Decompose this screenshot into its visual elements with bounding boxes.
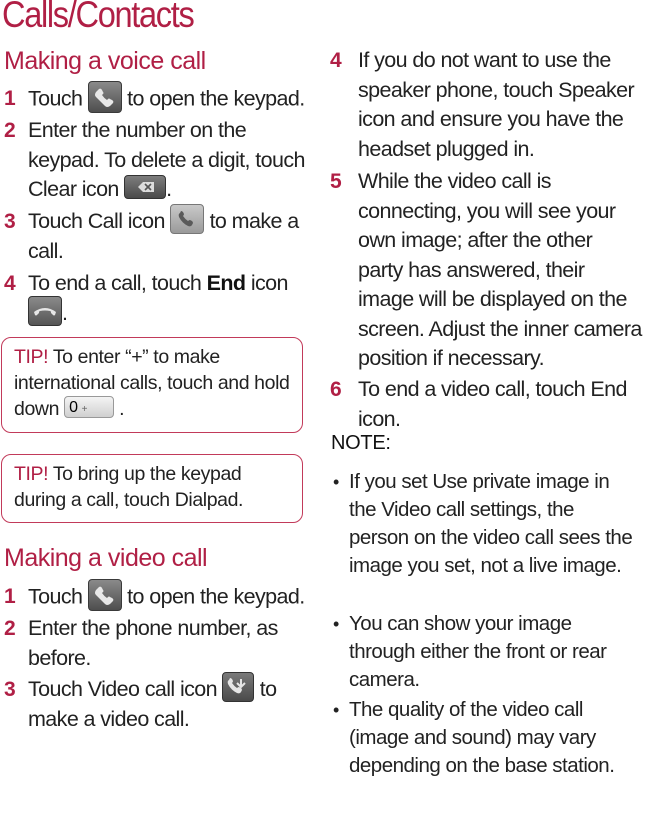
step-text: To end a call, touch: [28, 271, 202, 295]
step-text: to make a call.: [28, 209, 299, 264]
step-text: Touch: [28, 584, 83, 609]
step-text: Touch Video call icon: [28, 677, 217, 701]
video-step-6: [330, 375, 642, 434]
tip-label: TIP!: [14, 463, 49, 485]
step-number: 2: [4, 617, 16, 640]
bullet-icon: •: [333, 614, 339, 634]
tip-label: TIP!: [14, 346, 49, 368]
video-step-4: [330, 46, 642, 164]
bullet-icon: •: [333, 472, 339, 492]
step-text: Touch: [28, 86, 83, 111]
video-step-3: [0, 675, 312, 735]
tip-text: .: [119, 398, 125, 420]
clear-icon[interactable]: [124, 175, 166, 199]
step-text: to open the keypad.: [127, 584, 305, 609]
note-item: [331, 610, 636, 694]
step-text: to open the keypad.: [127, 86, 305, 111]
call-icon[interactable]: [170, 204, 204, 234]
step-number: 1: [4, 87, 16, 110]
step-number: 4: [4, 272, 16, 295]
tip-text: To enter “+” to make international calls, touch and hold down: [14, 346, 290, 420]
step-number: 3: [4, 210, 16, 233]
phone-keypad-icon[interactable]: [88, 81, 122, 113]
note-item: [331, 468, 636, 580]
note-item: [331, 696, 636, 780]
step-number: 4: [330, 49, 342, 72]
video-step-2: [0, 614, 312, 673]
step-text: Enter the number on the keypad. To delete a digit, touch Clear icon: [28, 118, 305, 201]
step-number: 6: [330, 378, 342, 401]
step-text: icon: [250, 271, 288, 295]
phone-keypad-icon[interactable]: [88, 579, 122, 611]
section-heading-video-call: Making a video call: [4, 544, 208, 572]
voice-step-4: [0, 269, 312, 329]
zero-key-icon[interactable]: [64, 396, 114, 418]
tip-box-dialpad: [1, 454, 303, 523]
zero-key-sublabel: +: [81, 403, 88, 415]
step-number: 1: [4, 585, 16, 608]
tip-text: To bring up the keypad during a call, touch Dialpad.: [14, 463, 244, 511]
note-text: If you set Use private image in the Video call settings, the person on the video call sees the image you set, not a live image.: [349, 470, 633, 577]
note-label: NOTE:: [331, 432, 391, 454]
section-heading-voice-call: Making a voice call: [4, 47, 206, 75]
end-label: End: [206, 271, 246, 295]
step-text: While the video call is connecting, you will see your own image; after the other party has answered, their image will be displayed on the screen. Adjust the inner camera position if necessary.: [358, 169, 642, 370]
step-number: 3: [4, 678, 16, 701]
zero-key-label: 0: [69, 398, 78, 416]
step-text: Enter the phone number, as before.: [28, 616, 278, 670]
step-text: .: [166, 177, 172, 201]
step-text: If you do not want to use the speaker phone, touch Speaker icon and ensure you have the headset plugged in.: [358, 48, 635, 161]
step-text: to make a video call.: [28, 677, 277, 732]
step-text: .: [62, 300, 68, 325]
step-number: 2: [4, 119, 16, 142]
video-step-5: [330, 167, 642, 374]
voice-step-3: [0, 207, 312, 267]
step-text: To end a video call, touch End icon.: [358, 377, 627, 431]
voice-step-1: [0, 84, 312, 116]
page-title: Calls/Contacts: [2, 0, 194, 35]
end-call-icon[interactable]: [28, 296, 62, 326]
video-step-1: [0, 582, 312, 614]
bullet-icon: •: [333, 700, 339, 720]
video-call-icon[interactable]: [222, 672, 254, 702]
note-text: The quality of the video call (image and sound) may vary depending on the base station.: [349, 698, 615, 777]
note-text: You can show your image through either the front or rear camera.: [349, 612, 607, 691]
step-number: 5: [330, 170, 342, 193]
voice-step-2: [0, 116, 312, 205]
step-text: Touch Call icon: [28, 209, 165, 233]
tip-box-international: [1, 337, 303, 433]
